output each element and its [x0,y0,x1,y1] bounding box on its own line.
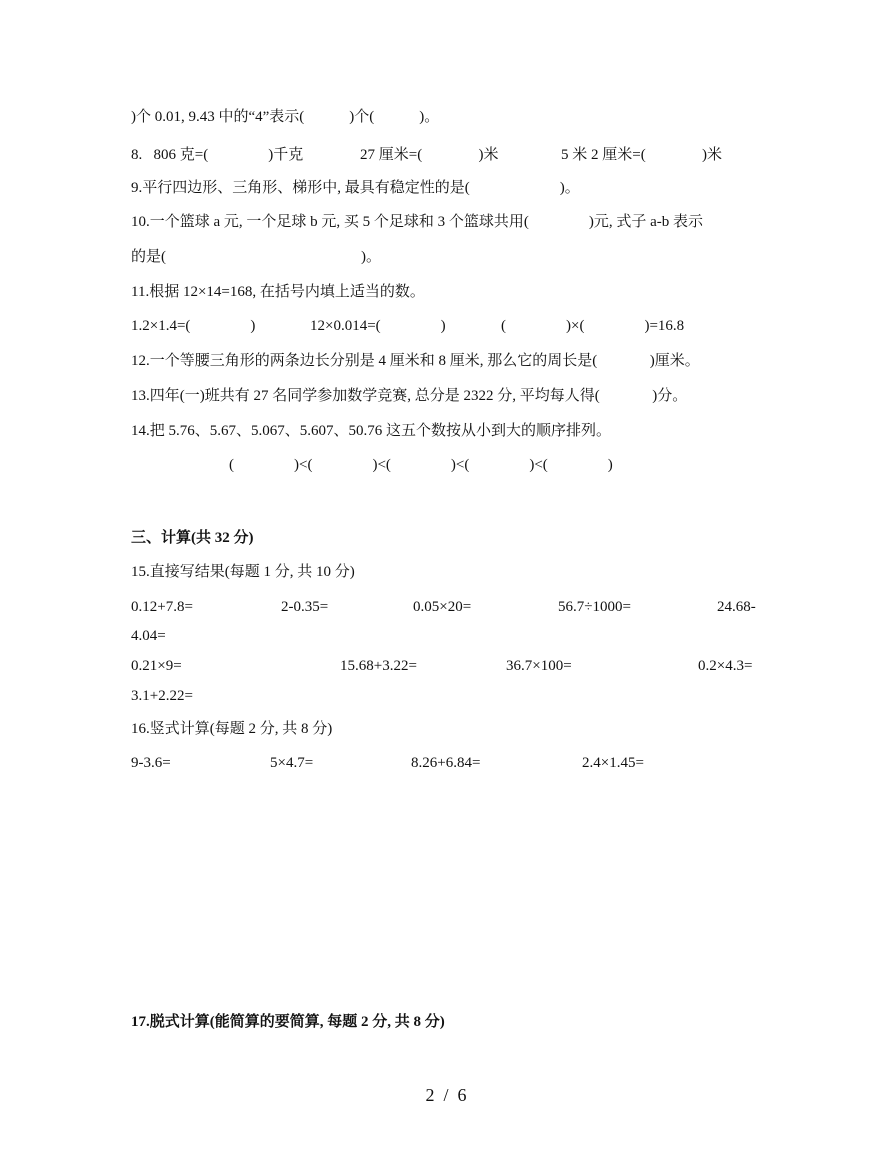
q11-text: 11.根据 12×14=168, 在括号内填上适当的数。 [131,284,425,300]
q16-item2: 5×4.7= [270,755,314,771]
q12-text: 12.一个等腰三角形的两条边长分别是 4 厘米和 8 厘米, 那么它的周长是( )厘米。 [131,353,700,369]
q8-part-a: 8. 806 克=( )千克 [131,147,304,163]
q16-item4: 2.4×1.45= [582,755,644,771]
q15-row1-item3: 0.05×20= [413,599,472,615]
q11-sub-c: ( )×( )=16.8 [501,318,685,334]
q9-text: 9.平行四边形、三角形、梯形中, 最具有稳定性的是( )。 [131,180,580,196]
q15-row2-continuation: 3.1+2.22= [131,688,193,704]
q8-part-b: 27 厘米=( )米 [360,147,499,163]
fill-line-decimal-units: )个 0.01, 9.43 中的“4”表示( )个( )。 [131,109,440,125]
q15-row1-continuation: 4.04= [131,628,166,644]
q16-item3: 8.26+6.84= [411,755,481,771]
q14-text: 14.把 5.76、5.67、5.067、5.607、50.76 这五个数按从小到大的顺序排列。 [131,423,612,439]
q15-row2-item4: 0.2×4.3= [698,658,753,674]
q15-text: 15.直接写结果(每题 1 分, 共 10 分) [131,564,355,580]
q17-heading: 17.脱式计算(能简算的要简算, 每题 2 分, 共 8 分) [131,1014,445,1030]
q16-text: 16.竖式计算(每题 2 分, 共 8 分) [131,721,333,737]
q10-text-line1: 10.一个篮球 a 元, 一个足球 b 元, 买 5 个足球和 3 个篮球共用( )元, 式子 a-b 表示 [131,214,704,230]
page-number: 2 / 6 [425,1085,467,1105]
q8-part-c: 5 米 2 厘米=( )米 [561,147,722,163]
section-3-heading: 三、计算(共 32 分) [131,530,254,546]
q11-sub-a: 1.2×1.4=( ) [131,318,256,334]
q15-row1-item5: 24.68- [717,599,756,615]
q16-item1: 9-3.6= [131,755,171,771]
q15-row1-item4: 56.7÷1000= [558,599,631,615]
q15-row2-item2: 15.68+3.22= [340,658,417,674]
q13-text: 13.四年(一)班共有 27 名同学参加数学竞赛, 总分是 2322 分, 平均每人得( )分。 [131,388,688,404]
q15-row1-item2: 2-0.35= [281,599,329,615]
q14-ordering-blanks: ( )<( )<( )<( )<( ) [229,457,613,473]
q10-text-line2: 的是( )。 [131,249,381,265]
q15-row1-item1: 0.12+7.8= [131,599,193,615]
q15-row2-item3: 36.7×100= [506,658,572,674]
q11-sub-b: 12×0.014=( ) [310,318,446,334]
q15-row2-item1: 0.21×9= [131,658,182,674]
